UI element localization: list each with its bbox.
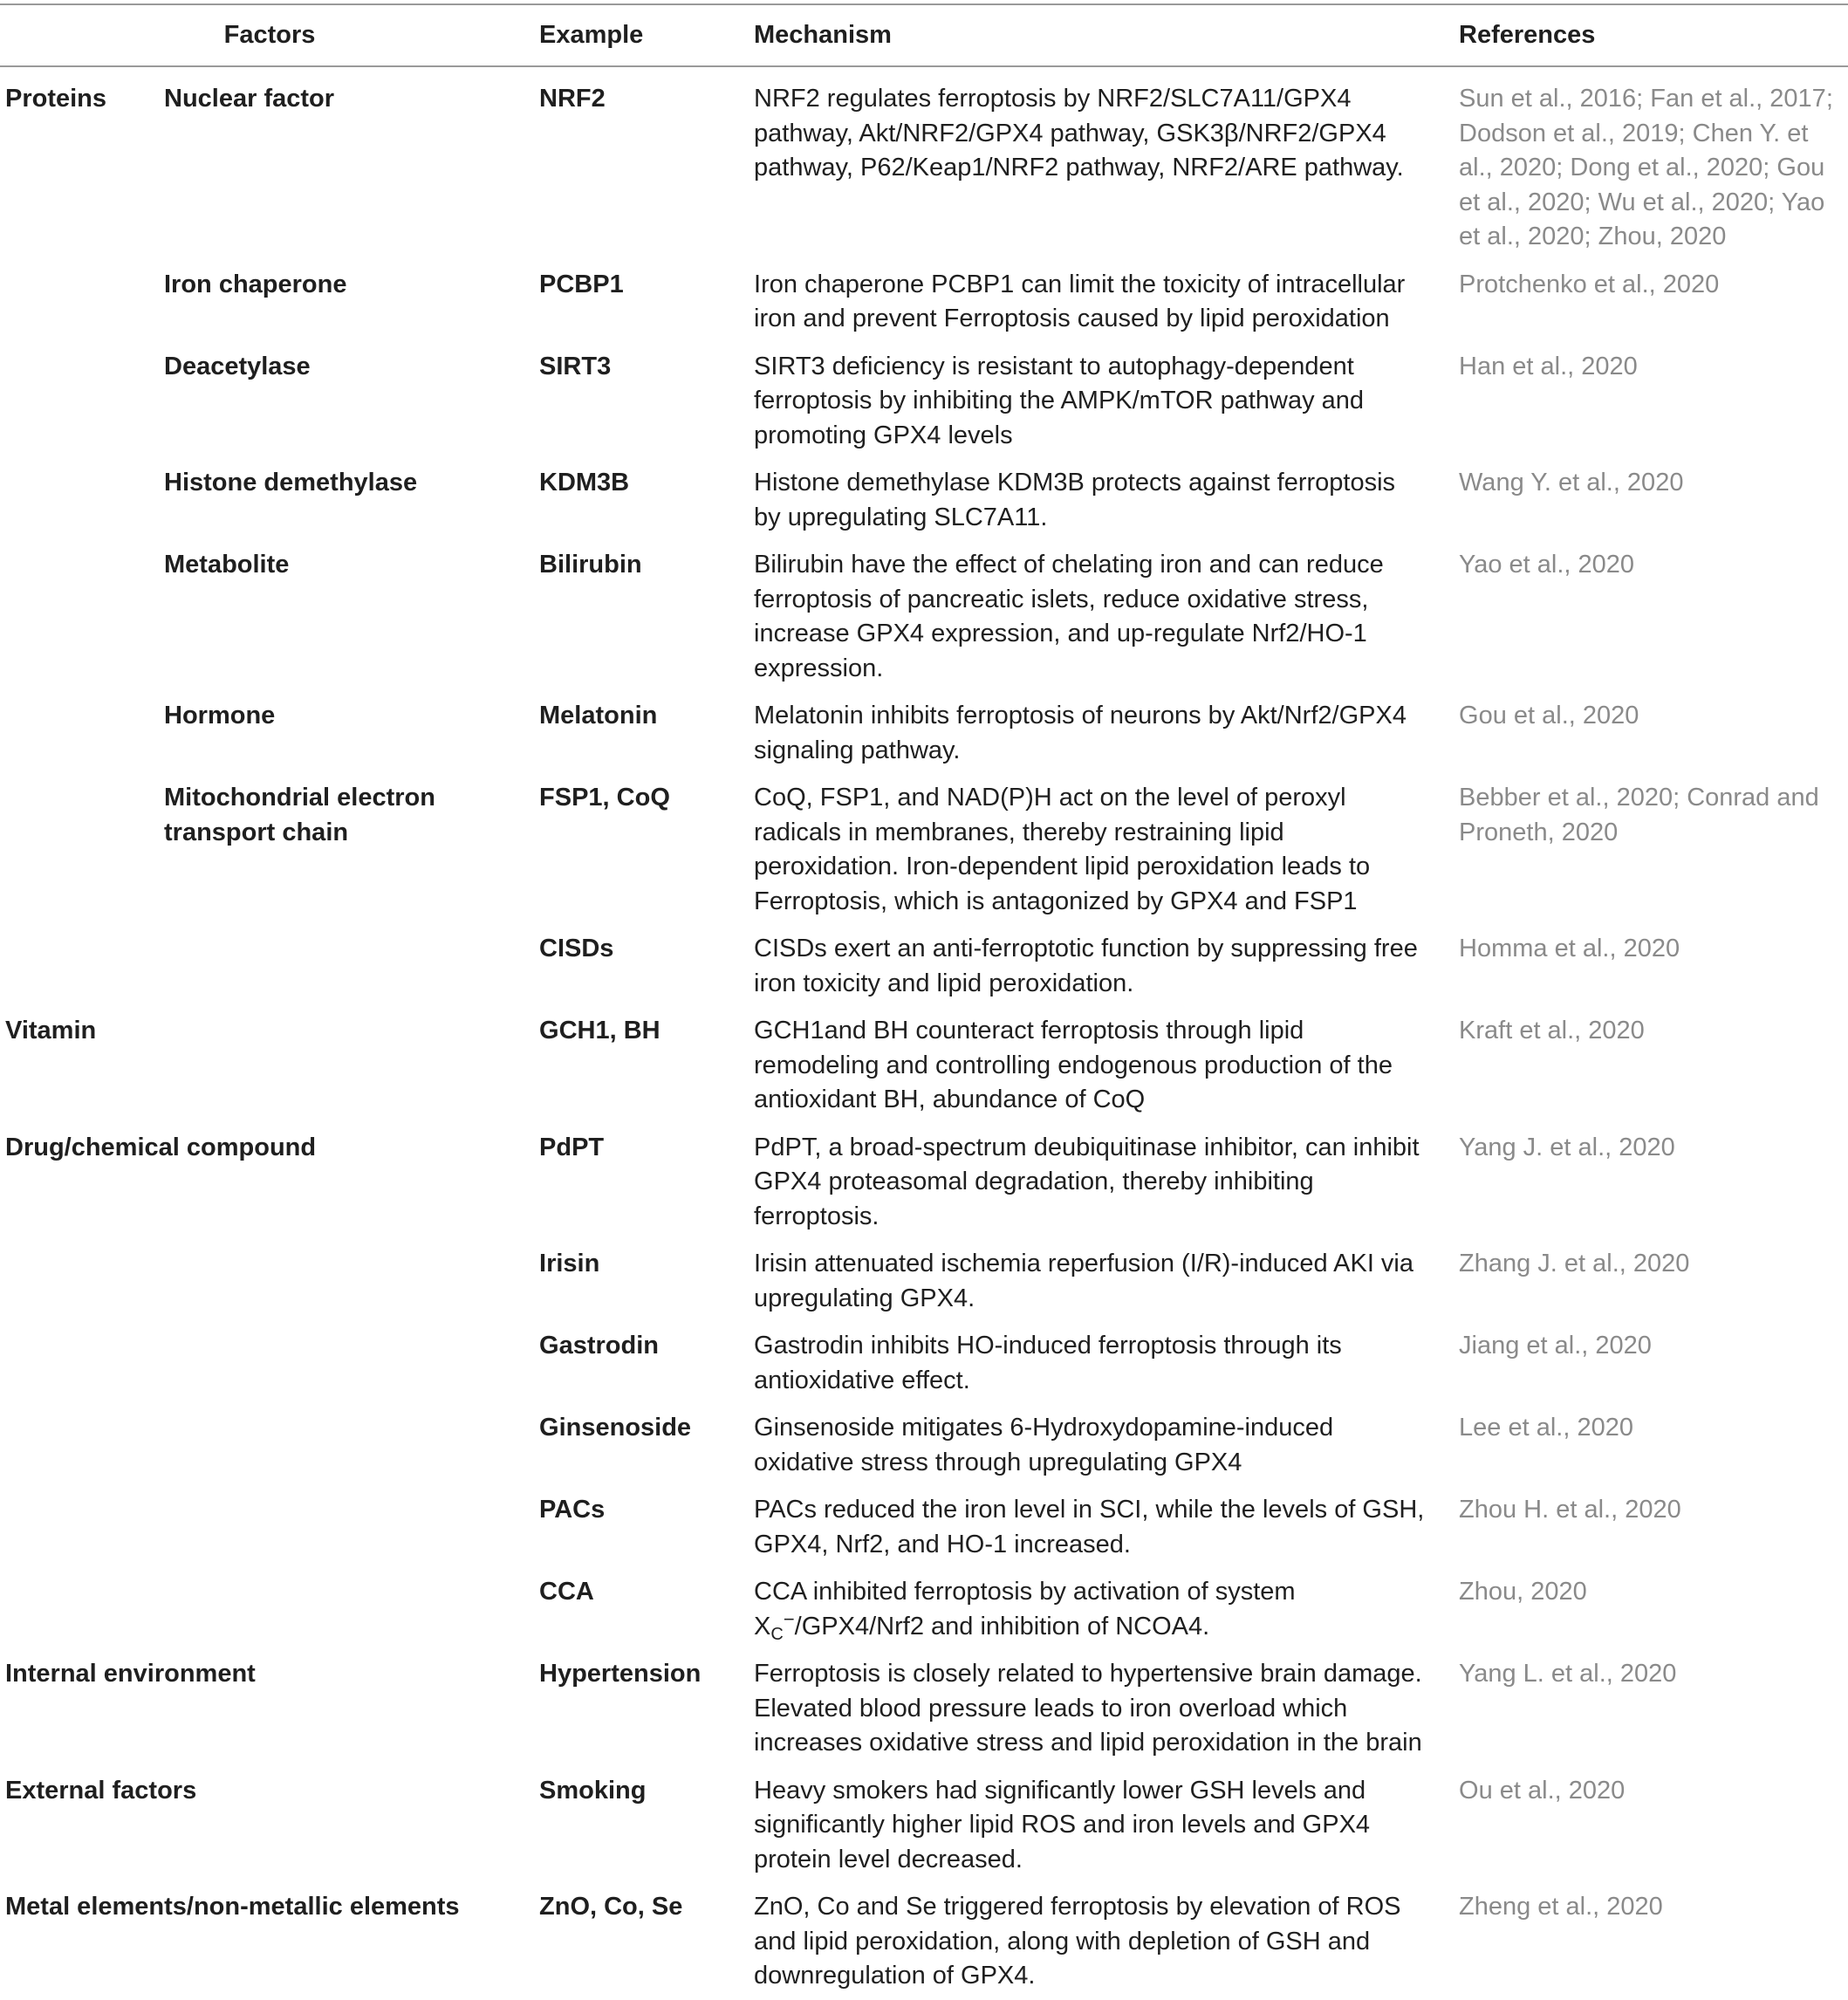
references-cell[interactable]: Yang L. et al., 2020	[1459, 1660, 1677, 1688]
references-cell[interactable]: Sun et al., 2016; Fan et al., 2017; Dodson et al., 2019; Chen Y. et al., 2020; Dong et al., 2020; Gou et al., 2020; Wu et al., 2020; Yao et al., 2020; Zhou, 2020	[1459, 85, 1833, 250]
category-cell	[0, 774, 159, 925]
header-factors: Factors	[0, 4, 534, 66]
example-cell: KDM3B	[539, 469, 630, 497]
mechanism-cell: Irisin attenuated ischemia reperfusion (I/R)-induced AKI via upregulating GPX4.	[754, 1250, 1413, 1312]
category-cell: External factors	[5, 1776, 197, 1805]
mechanism-cell: Histone demethylase KDM3B protects against ferroptosis by upregulating SLC7A11.	[754, 469, 1396, 531]
table-row	[0, 692, 1848, 774]
table-row	[0, 1767, 1848, 1884]
subfactor-cell: Iron chaperone	[164, 270, 347, 298]
references-cell[interactable]: Zhou, 2020	[1459, 1578, 1587, 1606]
example-cell: PCBP1	[539, 270, 624, 298]
category-cell: Internal environment	[5, 1660, 256, 1688]
table-row	[0, 1486, 1848, 1568]
references-cell[interactable]: Protchenko et al., 2020	[1459, 270, 1720, 298]
table-row	[0, 1568, 1848, 1650]
category-cell	[0, 692, 159, 774]
table-row	[0, 1124, 1848, 1241]
table-row	[0, 1883, 1848, 2000]
example-cell: NRF2	[539, 85, 606, 113]
example-cell: Smoking	[539, 1776, 647, 1805]
example-cell: Ginsenoside	[539, 1414, 692, 1442]
references-cell[interactable]: Lee et al., 2020	[1459, 1414, 1633, 1442]
table-row	[0, 1650, 1848, 1767]
subfactor-cell: Mitochondrial electron transport chain	[164, 784, 435, 846]
references-cell[interactable]: Han et al., 2020	[1459, 352, 1638, 380]
category-cell	[0, 925, 159, 1007]
category-cell	[0, 1240, 534, 1322]
mechanism-cell	[749, 1568, 1454, 1650]
example-cell: PdPT	[539, 1133, 605, 1161]
subfactor-cell: Nuclear factor	[164, 85, 335, 113]
subfactor-cell: Histone demethylase	[164, 469, 418, 497]
category-cell	[0, 1486, 534, 1568]
references-cell[interactable]: Zhang J. et al., 2020	[1459, 1250, 1690, 1277]
mechanism-text-part-b: /GPX4/Nrf2 and inhibition of NCOA4.	[794, 1612, 1210, 1640]
example-cell: ZnO, Co, Se	[539, 1893, 683, 1921]
example-cell: Melatonin	[539, 702, 658, 729]
example-cell: Gastrodin	[539, 1332, 659, 1360]
category-cell: Metal elements/non-metallic elements	[5, 1893, 460, 1921]
table-row	[0, 1007, 1848, 1124]
table-body	[0, 66, 1848, 2000]
category-cell: Vitamin	[5, 1017, 97, 1045]
category-cell	[0, 261, 159, 343]
category-cell: Proteins	[5, 85, 107, 113]
mechanism-cell: GCH1and BH counteract ferroptosis through lipid remodeling and controlling endogenous production of the antioxidant BH, abundance of CoQ	[754, 1017, 1393, 1113]
category-cell	[0, 1404, 534, 1486]
category-cell	[0, 343, 159, 460]
mechanism-cell: CoQ, FSP1, and NAD(P)H act on the level of peroxyl radicals in membranes, thereby restraining lipid peroxidation. Iron-dependent lipid peroxidation leads to Ferroptosis, which is antagonized by GPX4 and FSP1	[754, 784, 1371, 915]
table-row	[0, 1240, 1848, 1322]
subscript-c: C	[770, 1624, 784, 1644]
mechanism-cell: SIRT3 deficiency is resistant to autophagy-dependent ferroptosis by inhibiting the AMPK/mTOR pathway and promoting GPX4 levels	[754, 352, 1365, 449]
example-cell: CISDs	[539, 935, 614, 962]
table-row	[0, 1404, 1848, 1486]
category-cell	[0, 1568, 534, 1650]
header-mechanism: Mechanism	[749, 4, 1454, 66]
ferroptosis-factors-table	[0, 3, 1848, 2000]
references-cell[interactable]: Yang J. et al., 2020	[1459, 1133, 1675, 1161]
table-row	[0, 541, 1848, 692]
example-cell: Irisin	[539, 1250, 600, 1277]
example-cell: SIRT3	[539, 352, 612, 380]
subfactor-cell: Deacetylase	[164, 352, 311, 380]
header-references: References	[1454, 4, 1848, 66]
category-cell	[0, 459, 159, 541]
mechanism-cell: Ferroptosis is closely related to hypertensive brain damage. Elevated blood pressure leads to iron overload which increases oxidative stress and lipid peroxidation in the brain	[754, 1660, 1422, 1757]
mechanism-cell: PdPT, a broad-spectrum deubiquitinase inhibitor, can inhibit GPX4 proteasomal degradation, thereby inhibiting ferroptosis.	[754, 1133, 1420, 1230]
references-cell[interactable]: Zhou H. et al., 2020	[1459, 1496, 1681, 1524]
category-cell: Drug/chemical compound	[5, 1133, 317, 1161]
mechanism-cell: Bilirubin have the effect of chelating iron and can reduce ferroptosis of pancreatic islets, reduce oxidative stress, increase GPX4 expression, and up-regulate Nrf2/HO-1 expression.	[754, 551, 1384, 682]
table-row	[0, 459, 1848, 541]
references-cell[interactable]: Zheng et al., 2020	[1459, 1893, 1663, 1921]
mechanism-cell: ZnO, Co and Se triggered ferroptosis by elevation of ROS and lipid peroxidation, along with depletion of GSH and downregulation of GPX4.	[754, 1893, 1401, 1990]
mechanism-cell: Melatonin inhibits ferroptosis of neurons by Akt/Nrf2/GPX4 signaling pathway.	[754, 702, 1407, 764]
example-cell: PACs	[539, 1496, 606, 1524]
references-cell[interactable]: Yao et al., 2020	[1459, 551, 1635, 579]
mechanism-cell: Heavy smokers had significantly lower GSH levels and significantly higher lipid ROS and iron levels and GPX4 protein level decreased.	[754, 1776, 1371, 1873]
header-row	[0, 4, 1848, 66]
category-cell	[0, 1322, 534, 1404]
category-cell	[0, 541, 159, 692]
mechanism-cell: CISDs exert an anti-ferroptotic function by suppressing free iron toxicity and lipid peroxidation.	[754, 935, 1418, 997]
subfactor-cell: Metabolite	[164, 551, 290, 579]
example-cell: GCH1, BH	[539, 1017, 660, 1045]
mechanism-cell: Gastrodin inhibits HO-induced ferroptosis through its antioxidative effect.	[754, 1332, 1342, 1394]
references-cell[interactable]: Ou et al., 2020	[1459, 1776, 1626, 1805]
table-row	[0, 925, 1848, 1007]
example-cell: Hypertension	[539, 1660, 702, 1688]
table-row	[0, 774, 1848, 925]
example-cell: Bilirubin	[539, 551, 642, 579]
mechanism-text-part-a: CCA inhibited ferroptosis by activation of system X	[754, 1578, 1296, 1640]
subfactor-cell	[159, 925, 534, 1007]
header-example: Example	[534, 4, 749, 66]
table-row	[0, 343, 1848, 460]
table-row	[0, 261, 1848, 343]
subfactor-cell: Hormone	[164, 702, 276, 729]
table-row	[0, 66, 1848, 261]
mechanism-cell: Iron chaperone PCBP1 can limit the toxicity of intracellular iron and prevent Ferroptosis caused by lipid peroxidation	[754, 270, 1406, 332]
references-cell[interactable]: Homma et al., 2020	[1459, 935, 1680, 962]
example-cell: FSP1, CoQ	[539, 784, 670, 812]
references-cell[interactable]: Kraft et al., 2020	[1459, 1017, 1645, 1045]
references-cell[interactable]: Wang Y. et al., 2020	[1459, 469, 1684, 497]
references-cell[interactable]: Bebber et al., 2020; Conrad and Proneth, 2020	[1459, 784, 1819, 846]
mechanism-cell: NRF2 regulates ferroptosis by NRF2/SLC7A11/GPX4 pathway, Akt/NRF2/GPX4 pathway, GSK3β/NRF2/GPX4 pathway, P62/Keap1/NRF2 pathway, NRF2/ARE pathway.	[754, 85, 1404, 182]
mechanism-cell: Ginsenoside mitigates 6-Hydroxydopamine-induced oxidative stress through upregulating GPX4	[754, 1414, 1334, 1476]
mechanism-cell: PACs reduced the iron level in SCI, while the levels of GSH, GPX4, Nrf2, and HO-1 increased.	[754, 1496, 1425, 1558]
references-cell[interactable]: Gou et al., 2020	[1459, 702, 1639, 729]
superscript-minus: −	[783, 1607, 795, 1630]
example-cell: CCA	[539, 1578, 594, 1606]
table-row	[0, 1322, 1848, 1404]
table-header	[0, 4, 1848, 66]
references-cell[interactable]: Jiang et al., 2020	[1459, 1332, 1652, 1360]
